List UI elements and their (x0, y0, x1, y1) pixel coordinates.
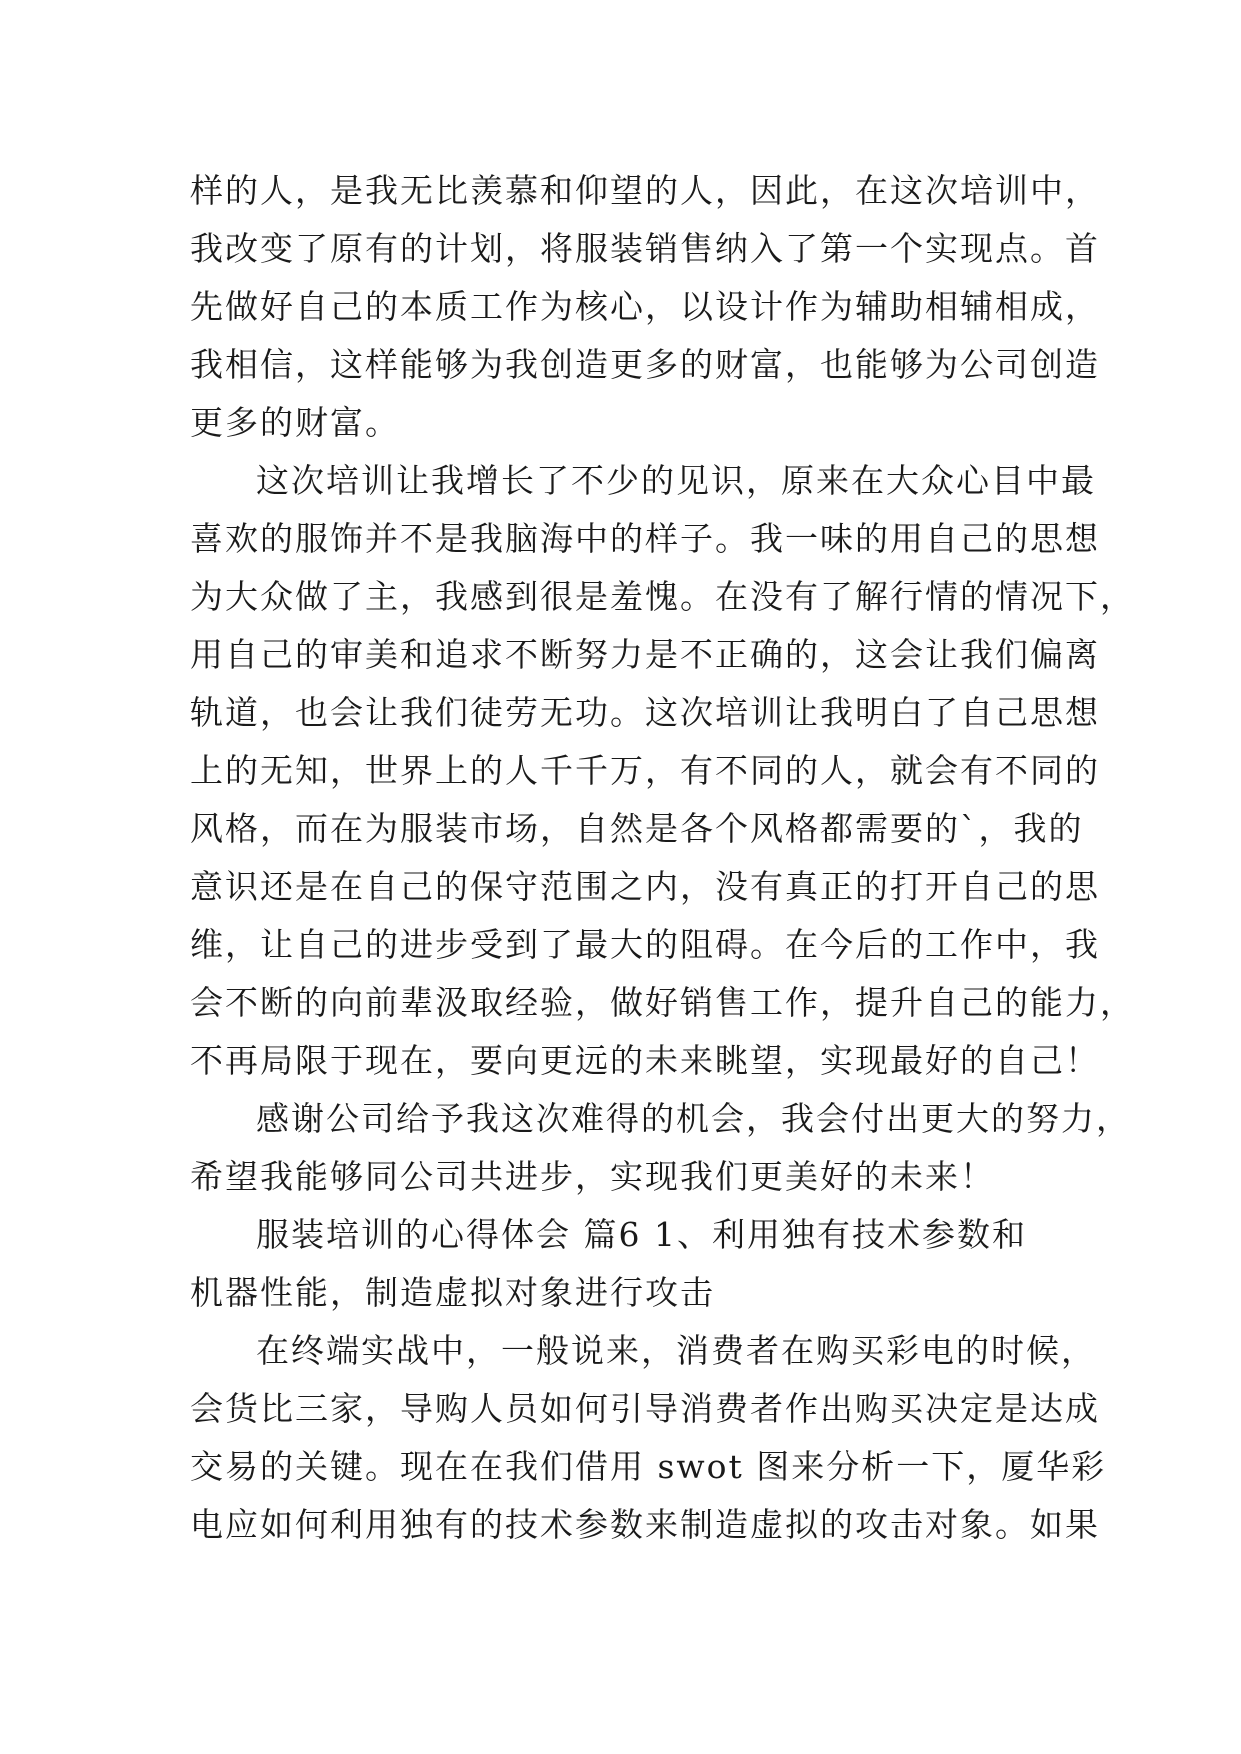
text-line: 机器性能，制造虚拟对象进行攻击 (190, 1273, 715, 1312)
body-text (190, 162, 1135, 1554)
text-line: 意识还是在自己的保守范围之内，没有真正的打开自己的思 (190, 867, 1100, 906)
text-line: 风格，而在为服装市场，自然是各个风格都需要的`，我的 (190, 809, 1084, 848)
text-line: 轨道，也会让我们徒劳无功。这次培训让我明白了自己思想 (190, 693, 1100, 732)
paragraph-start-line: 在终端实战中，一般说来，消费者在购买彩电的时候， (256, 1331, 1096, 1370)
text-line: 不再局限于现在，要向更远的未来眺望，实现最好的自己！ (190, 1041, 1100, 1080)
text-line: 更多的财富。 (190, 403, 400, 442)
text-line: 上的无知，世界上的人千千万，有不同的人，就会有不同的 (190, 751, 1100, 790)
text-line: 维，让自己的进步受到了最大的阻碍。在今后的工作中，我 (190, 925, 1100, 964)
text-line: 为大众做了主，我感到很是羞愧。在没有了解行情的情况下， (190, 577, 1135, 616)
text-line: 喜欢的服饰并不是我脑海中的样子。我一味的用自己的思想 (190, 519, 1100, 558)
section-heading-line: 服装培训的心得体会 篇6 1、利用独有技术参数和 (256, 1215, 1027, 1254)
text-line: 用自己的审美和追求不断努力是不正确的，这会让我们偏离 (190, 635, 1100, 674)
text-line: 先做好自己的本质工作为核心，以设计作为辅助相辅相成， (190, 287, 1100, 326)
text-line: 电应如何利用独有的技术参数来制造虚拟的攻击对象。如果 (190, 1505, 1100, 1544)
text-line: 希望我能够同公司共进步，实现我们更美好的未来！ (190, 1157, 995, 1196)
text-line: 会货比三家，导购人员如何引导消费者作出购买决定是达成 (190, 1389, 1100, 1428)
text-line: 我改变了原有的计划，将服装销售纳入了第一个实现点。首 (190, 229, 1100, 268)
paragraph-start-line: 感谢公司给予我这次难得的机会，我会付出更大的努力， (256, 1099, 1131, 1138)
text-line: 会不断的向前辈汲取经验，做好销售工作，提升自己的能力， (190, 983, 1135, 1022)
text-line: 交易的关键。现在在我们借用 swot 图来分析一下，厦华彩 (190, 1447, 1107, 1486)
text-line: 我相信，这样能够为我创造更多的财富，也能够为公司创造 (190, 345, 1100, 384)
paragraph-start-line: 这次培训让我增长了不少的见识，原来在大众心目中最 (256, 461, 1096, 500)
text-line: 样的人，是我无比羡慕和仰望的人，因此，在这次培训中， (190, 171, 1100, 210)
